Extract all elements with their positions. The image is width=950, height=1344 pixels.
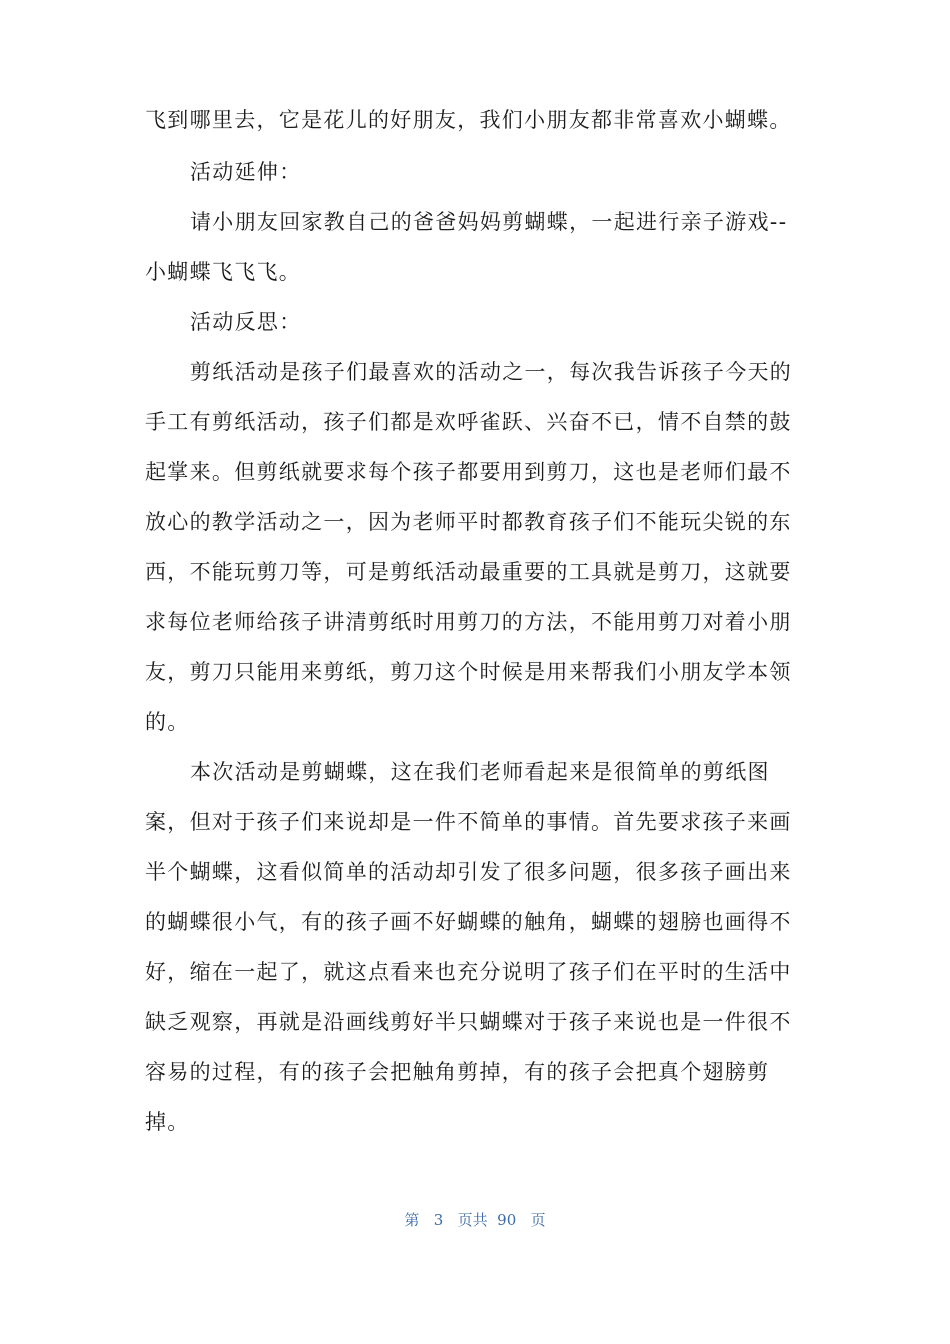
paragraph-line: 剪纸活动是孩子们最喜欢的活动之一，每次我告诉孩子今天的 (190, 360, 793, 384)
paragraph-line: 缺乏观察，再就是沿画线剪好半只蝴蝶对于孩子来说也是一件很不 (145, 1010, 792, 1034)
text-line-continuation: 飞到哪里去，它是花儿的好朋友，我们小朋友都非常喜欢小蝴蝶。 (145, 108, 792, 132)
section-heading-extension: 活动延伸： (190, 160, 302, 184)
paragraph-line: 本次活动是剪蝴蝶，这在我们老师看起来是很简单的剪纸图 (190, 760, 770, 784)
footer-page-number: 3 (433, 1211, 444, 1229)
paragraph-line: 求每位老师给孩子讲清剪纸时用剪刀的方法，不能用剪刀对着小朋 (145, 610, 792, 634)
paragraph-line: 请小朋友回家教自己的爸爸妈妈剪蝴蝶，一起进行亲子游戏-- (190, 210, 788, 234)
footer-suffix: 页 (530, 1211, 546, 1229)
paragraph-line: 友，剪刀只能用来剪纸，剪刀这个时候是用来帮我们小朋友学本领 (145, 660, 792, 684)
paragraph-line: 好，缩在一起了，就这点看来也充分说明了孩子们在平时的生活中 (145, 960, 792, 984)
paragraph-line: 容易的过程，有的孩子会把触角剪掉，有的孩子会把真个翅膀剪 (145, 1060, 770, 1084)
paragraph-line: 案，但对于孩子们来说却是一件不简单的事情。首先要求孩子来画 (145, 810, 792, 834)
footer-prefix: 第 (404, 1211, 420, 1229)
paragraph-line: 半个蝴蝶，这看似简单的活动却引发了很多问题，很多孩子画出来 (145, 860, 792, 884)
paragraph-line: 放心的教学活动之一，因为老师平时都教育孩子们不能玩尖锐的东 (145, 510, 792, 534)
paragraph-line: 掉。 (145, 1110, 190, 1134)
paragraph-line: 的蝴蝶很小气，有的孩子画不好蝴蝶的触角，蝴蝶的翅膀也画得不 (145, 910, 792, 934)
section-heading-reflection: 活动反思： (190, 310, 302, 334)
footer-middle: 页共 (457, 1211, 488, 1229)
page-footer (0, 1208, 950, 1232)
footer-total-pages: 90 (497, 1211, 517, 1229)
paragraph-line: 起掌来。但剪纸就要求每个孩子都要用到剪刀，这也是老师们最不 (145, 460, 792, 484)
paragraph-line: 小蝴蝶飞飞飞。 (145, 260, 302, 284)
paragraph-line: 手工有剪纸活动，孩子们都是欢呼雀跃、兴奋不已，情不自禁的鼓 (145, 410, 792, 434)
paragraph-line: 西，不能玩剪刀等，可是剪纸活动最重要的工具就是剪刀，这就要 (145, 560, 792, 584)
paragraph-line: 的。 (145, 710, 190, 734)
